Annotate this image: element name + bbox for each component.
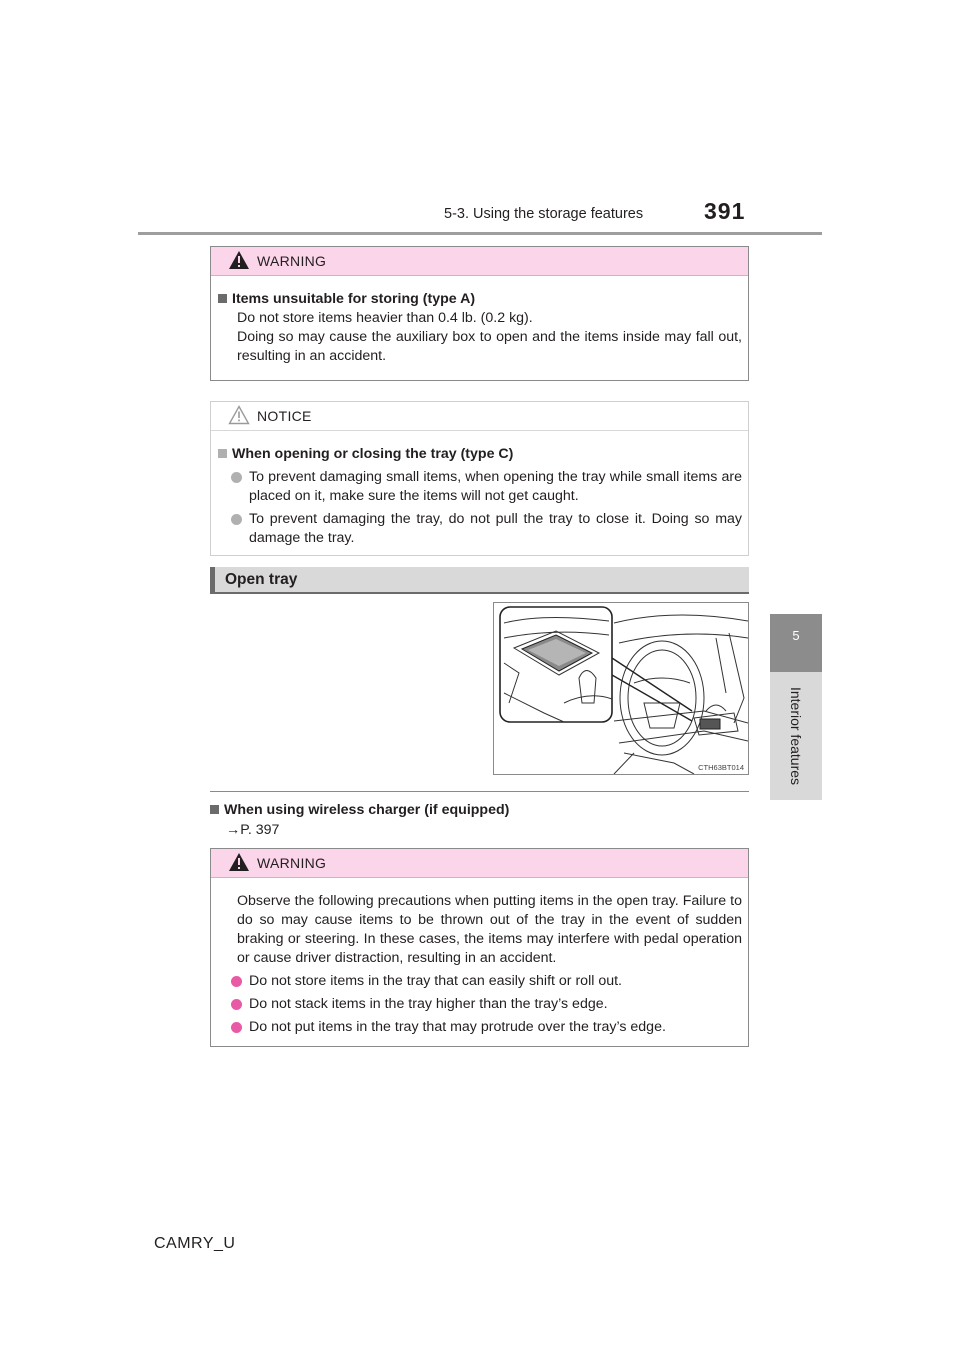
warning-line: Do not store items heavier than 0.4 lb. (0.2 kg). <box>237 310 533 326</box>
notice-subheading: When opening or closing the tray (type C) <box>218 445 742 464</box>
bullet-dot-icon <box>231 514 242 525</box>
chapter-tab: 5 <box>770 614 822 672</box>
square-bullet-icon <box>210 805 219 814</box>
section-heading-text: Open tray <box>225 571 298 588</box>
illustration-code: CTH63BT014 <box>698 763 744 772</box>
arrow-right-icon: → <box>226 822 241 838</box>
warning-icon <box>228 250 250 270</box>
page-number: 391 <box>704 198 746 224</box>
chapter-title: Interior features <box>788 686 804 786</box>
model-footer: CAMRY_U <box>154 1235 236 1252</box>
bullet-dot-icon <box>231 976 242 987</box>
warning-subheading: Items unsuitable for storing (type A) <box>218 290 742 309</box>
square-bullet-icon <box>218 294 227 303</box>
warning-box-2 <box>210 848 749 1047</box>
section-heading-open-tray <box>210 567 749 594</box>
warning-bullet: Do not stack items in the tray higher than the tray’s edge. <box>218 995 742 1014</box>
open-tray-illustration <box>493 602 749 775</box>
warning-line: Doing so may cause the auxiliary box to open and the items inside may fall out, resulting in an accident. <box>237 329 742 364</box>
wireless-charger-heading: When using wireless charger (if equipped) <box>210 802 509 818</box>
bullet-dot-icon <box>231 1022 242 1033</box>
bullet-dot-icon <box>231 472 242 483</box>
page-reference[interactable]: →P. 397 <box>226 822 280 838</box>
notice-icon <box>228 405 250 425</box>
warning-intro: Observe the following precautions when putting items in the open tray. Failure to do so may cause items to be thrown out of the tray in the event of sudden braking or steering. In these cases, the items may interfere with pedal operation or cause driver distraction, resulting in an accident. <box>237 893 742 966</box>
warning-bullet: Do not store items in the tray that can easily shift or roll out. <box>218 972 742 991</box>
notice-header <box>211 402 748 431</box>
separator-rule <box>210 791 749 792</box>
chapter-label <box>770 672 822 800</box>
section-title: 5-3. Using the storage features <box>444 206 644 222</box>
warning-header <box>211 849 748 878</box>
warning-title: WARNING <box>257 253 327 269</box>
notice-box <box>210 401 749 556</box>
square-bullet-icon <box>218 449 227 458</box>
warning-header <box>211 247 748 276</box>
bullet-dot-icon <box>231 999 242 1010</box>
notice-bullet: To prevent damaging the tray, do not pull the tray to close it. Doing so may damage the tray. <box>218 510 742 548</box>
header-rule <box>138 232 822 235</box>
warning-box-1 <box>210 246 749 381</box>
dashboard-tray-drawing <box>494 603 748 774</box>
warning-icon <box>228 852 250 872</box>
warning-title: WARNING <box>257 855 327 871</box>
notice-bullet: To prevent damaging small items, when opening the tray while small items are placed on it, make sure the items will not get caught. <box>218 468 742 506</box>
notice-title: NOTICE <box>257 408 312 424</box>
warning-bullet: Do not put items in the tray that may protrude over the tray’s edge. <box>218 1018 742 1037</box>
